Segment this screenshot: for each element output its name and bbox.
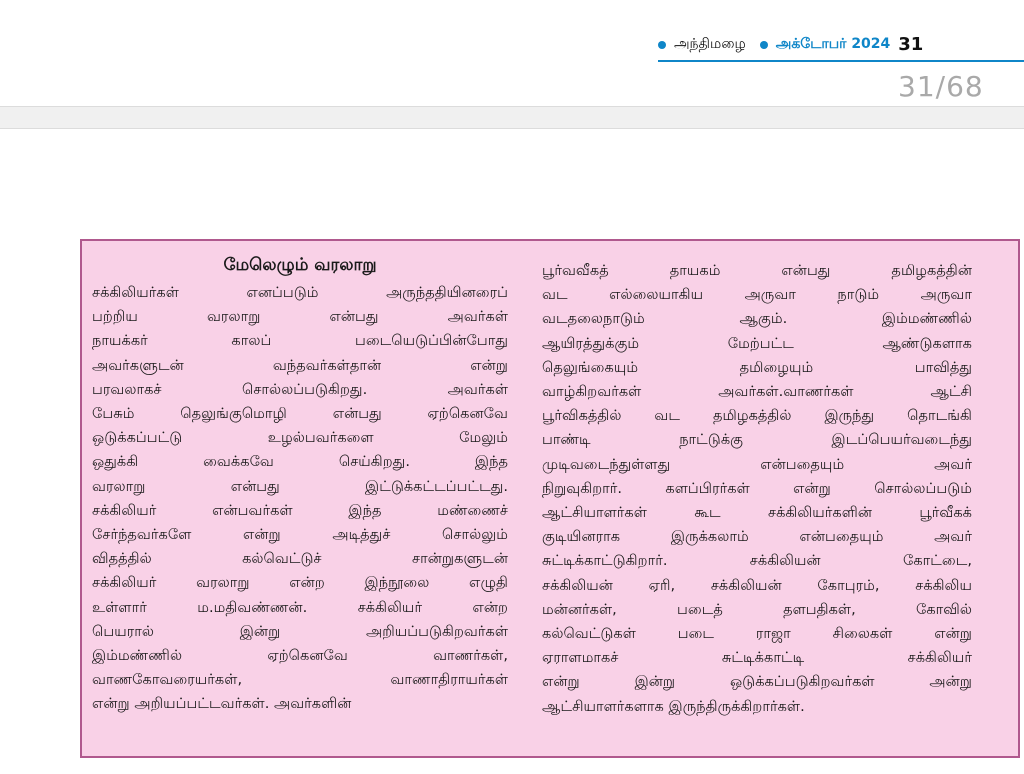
magazine-name: அந்திமழை [674, 35, 746, 52]
article-heading: மேலெழும் வரலாறு [223, 255, 377, 275]
text-line: வாணகோவரையர்கள், வாணாதிராயர்கள் [92, 671, 508, 689]
text-line: இம்மண்ணில் ஏற்கெனவே வாணர்கள், [92, 647, 508, 665]
text-line: பரவலாகச் சொல்லப்படுகிறது. அவர்கள் [92, 380, 508, 398]
page-header [658, 30, 1024, 62]
text-line: பாண்டி நாட்டுக்கு இடப்பெயர்வடைந்து [542, 431, 972, 449]
text-line: பூர்விகத்தில் வட தமிழகத்தில் இருந்து தொடங்கி [542, 407, 972, 425]
text-line: சுட்டிக்காட்டுகிறார். சக்கிலியன் கோட்டை, [542, 552, 972, 570]
header-row [658, 34, 923, 55]
article-box [80, 239, 1020, 758]
text-line: வட எல்லையாகிய அருவா நாடும் அருவா [542, 286, 972, 304]
text-line: ஒடுக்கப்பட்டு உழல்பவர்களை மேலும் [92, 429, 508, 447]
text-line: சேர்ந்தவர்களே என்று அடித்துச் சொல்லும் [92, 526, 508, 544]
text-line: வடதலைநாடும் ஆகும். இம்மண்ணில் [542, 310, 972, 328]
bullet-dot-icon [658, 41, 666, 49]
viewer-divider-bar [0, 106, 1024, 129]
text-line: மன்னர்கள், படைத் தளபதிகள், கோவில் [542, 600, 972, 618]
text-line: அவர்களுடன் வந்தவர்கள்தான் என்று [92, 356, 508, 374]
text-line: சக்கிலியர்கள் எனப்படும் அருந்ததியினரைப் [92, 284, 508, 301]
text-line: நாயக்கர் காலப் படையெடுப்பின்போது [92, 332, 508, 350]
text-line: ஆட்சியாளர்கள் கூட சக்கிலியர்களின் பூர்வீகக் [542, 504, 972, 522]
text-line: சக்கிலியர் வரலாறு என்ற இந்நூலை எழுதி [92, 574, 508, 592]
text-line: என்று அறியப்பட்டவர்கள். அவர்களின் [92, 695, 352, 713]
text-line: ஆயிரத்துக்கும் மேற்பட்ட ஆண்டுகளாக [542, 334, 972, 352]
text-line: பற்றிய வரலாறு என்பது அவர்கள் [92, 308, 508, 326]
text-line: பூர்வவீகத் தாயகம் என்பது தமிழகத்தின் [542, 262, 972, 279]
left-column-text [92, 281, 508, 717]
text-line: நிறுவுகிறார். களப்பிரர்கள் என்று சொல்லப்படும் [542, 479, 972, 497]
text-line: கல்வெட்டுகள் படை ராஜா சிலைகள் என்று [542, 625, 972, 643]
text-line: குடியினராக இருக்கலாம் என்பதையும் அவர் [542, 528, 972, 546]
text-line: ஏராளமாகச் சுட்டிக்காட்டி சக்கிலியர் [542, 649, 972, 667]
right-column-text [542, 259, 972, 719]
page-number: 31 [898, 34, 924, 55]
text-line: பெயரால் இன்று அறியப்படுகிறவர்கள் [92, 622, 508, 640]
text-line: ஆட்சியாளர்களாக இருந்திருக்கிறார்கள். [542, 697, 805, 715]
text-line: வாழ்கிறவர்கள் அவர்கள்.வாணர்கள் ஆட்சி [542, 383, 972, 401]
issue-month: அக்டோபர் 2024 [775, 35, 891, 52]
text-line: உள்ளார் ம.மதிவண்ணன். சக்கிலியர் என்ற [92, 598, 508, 616]
text-line: தெலுங்கையும் தமிழையும் பாவித்து [542, 358, 972, 376]
text-line: முடிவடைந்துள்ளது என்பதையும் அவர் [542, 455, 972, 473]
text-line: என்று இன்று ஒடுக்கப்படுகிறவர்கள் அன்று [542, 673, 972, 691]
article-left-column [92, 249, 508, 717]
article-right-column [542, 259, 972, 719]
text-line: பேசும் தெலுங்குமொழி என்பது ஏற்கெனவே [92, 405, 508, 423]
text-line: சக்கிலியர் என்பவர்கள் இந்த மண்ணைச் [92, 501, 508, 519]
page-counter: 31/68 [898, 70, 984, 103]
text-line: சக்கிலியன் ஏரி, சக்கிலியன் கோபுரம், சக்கிலிய [542, 576, 972, 594]
text-line: ஒதுக்கி வைக்கவே செய்கிறது. இந்த [92, 453, 508, 471]
bullet-dot-icon [760, 41, 768, 49]
text-line: விதத்தில் கல்வெட்டுச் சான்றுகளுடன் [92, 550, 508, 568]
text-line: வரலாறு என்பது இட்டுக்கட்டப்பட்டது. [92, 477, 508, 495]
